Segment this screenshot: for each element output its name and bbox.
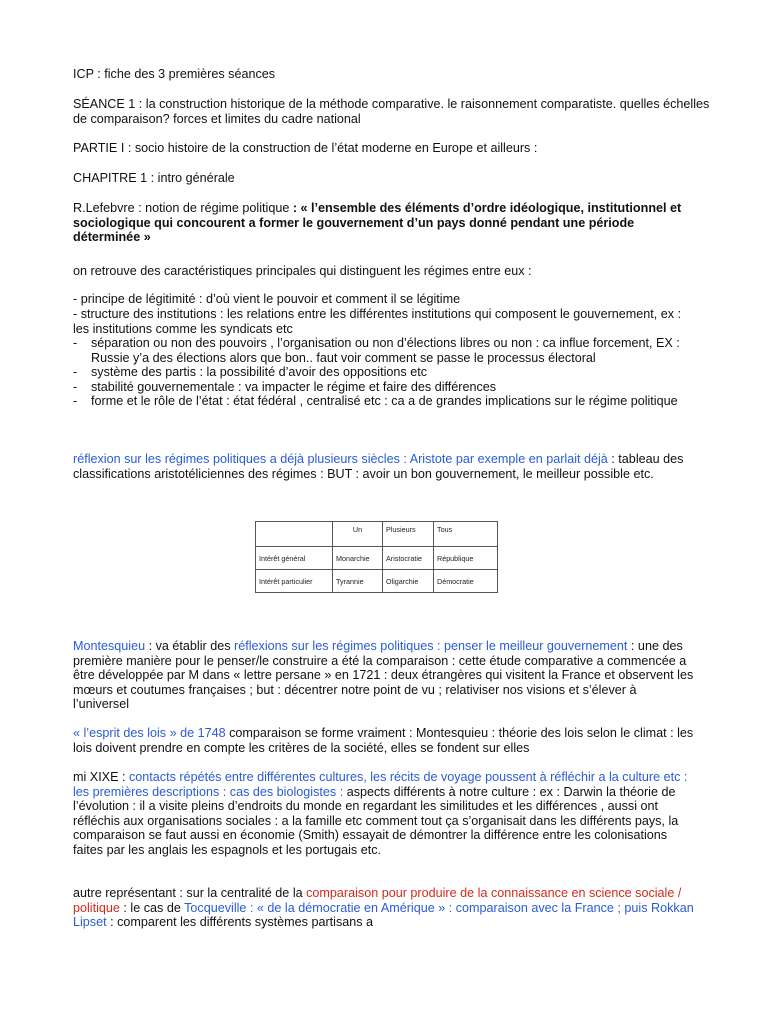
aristote-paragraph — [73, 452, 695, 481]
dash-marker: - — [73, 365, 78, 380]
autre-red-highlight: comparaison pour produire de la connaissance en science sociale / politique — [73, 886, 682, 915]
xixe-highlight: contacts répétés entre différentes cultures, les récits de voyage poussent à réfléchir a la culture etc : les premières descriptions : cas des biologistes : — [73, 770, 688, 799]
autre-mid: : le cas de — [119, 900, 185, 915]
list-item-text: stabilité gouvernementale : va impacter le régime et faire des différences — [91, 379, 497, 394]
esprit-highlight: « l’esprit des lois » de 1748 — [73, 726, 226, 740]
list-item — [73, 365, 693, 380]
aristote-rest: : tableau des classifications aristotéliciennes des régimes : BUT : avoir un bon gouvernement, le meilleur possible etc. — [73, 452, 684, 481]
montesquieu-highlight: réflexions sur les régimes politiques : penser le meilleur gouvernement — [234, 639, 628, 653]
table-header-row — [256, 522, 498, 547]
table-row — [256, 547, 498, 570]
aristote-highlight: réflexion sur les régimes politiques a déjà plusieurs siècles : Aristote par exemple en parlait déjà — [73, 452, 608, 466]
lefebvre-quote: : « l’ensemble des éléments d’ordre idéologique, institutionnel et sociologique qui concourent a former le gouvernement d’un pays donné pendant une période déterminée » — [73, 201, 682, 245]
line-structure: - structure des institutions : les relations entre les différentes institutions qui composent le gouvernement, ex : les institutions comme les syndicats etc — [73, 307, 682, 336]
xixe-start: mi XIXE : — [73, 770, 129, 784]
table-cell — [256, 522, 333, 547]
dash-marker: - — [73, 336, 78, 350]
seance-heading: SÉANCE 1 : la construction historique de la méthode comparative. le raisonnement comparatiste. quelles échelles de comparaison? forces et limites du cadre national — [73, 97, 710, 126]
table-cell: Aristocratie — [383, 547, 434, 570]
caracteristiques-intro: on retrouve des caractéristiques principales qui distinguent les régimes entre eux : — [73, 264, 532, 278]
lefebvre-definition — [73, 201, 685, 245]
table-cell: Démocratie — [434, 570, 498, 593]
lefebvre-intro: R.Lefebvre : notion de régime politique — [73, 201, 293, 215]
montesquieu-rest: : une des première manière pour le penser/le construire a été la comparaison : cette étude comparative a commencée a être développée par M dans « lettre persane » en 1721 : deux étrangères qui visitent la France et observent les mœurs et coutumes françaises ; but : décentrer notre point de vu ; relativiser nos visions et s’élever à l’universel — [73, 639, 694, 712]
esprit-rest: comparaison se forme vraiment : Montesquieu : théorie des lois selon le climat : les lois doivent prendre en compte les critères de la société, elles se fondent sur elles — [73, 726, 694, 755]
list-item-text: séparation ou non des pouvoirs , l’organisation ou non d’élections libres ou non : ca influe forcement, EX : Russie y’a des élections alors que bon.. faut voir comment se passe le processus électoral — [91, 336, 680, 365]
aristotle-classification-table — [255, 521, 498, 593]
dash-marker: - — [73, 379, 78, 394]
partie-heading: PARTIE I : socio histoire de la construction de l’état moderne en Europe et ailleurs : — [73, 141, 538, 155]
table-cell: Intérêt général — [256, 547, 333, 570]
montesquieu-name: Montesquieu — [73, 639, 146, 653]
esprit-des-lois-paragraph — [73, 726, 695, 755]
table-cell: Intérêt particulier — [256, 570, 333, 593]
xixe-rest: aspects différents à notre culture : ex : Darwin la théorie de l’évolution : il a visite pleins d’endroits du monde en regardant les similitudes et les différences , aussi ont réfléchis aux organisations sociales : a la famille etc comment tout ça s’organisait dans les différents pays, la comparaison se faut aussi en économie (Smith) essayait de démontrer la différence entre les colonisations faites par les anglais les espagnols et les portugais etc. — [73, 784, 679, 857]
table-cell: Tous — [434, 522, 498, 547]
table-cell: Monarchie — [333, 547, 383, 570]
list-item — [73, 336, 693, 365]
dash-marker: - — [73, 394, 78, 409]
autre-start: autre représentant : sur la centralité de la — [73, 886, 307, 900]
table-cell: Plusieurs — [383, 522, 434, 547]
table-row — [256, 570, 498, 593]
list-item — [73, 380, 693, 395]
table-cell: Un — [333, 522, 383, 547]
autre-representant-paragraph — [73, 886, 695, 930]
montesquieu-paragraph — [73, 639, 695, 712]
list-item-text: forme et le rôle de l’état : état fédéral , centralisé etc : ca a de grandes implications sur le régime politique — [91, 394, 678, 409]
table-cell: Tyrannie — [333, 570, 383, 593]
doc-title: ICP : fiche des 3 premières séances — [73, 67, 276, 81]
line-legitimite: - principe de légitimité : d’où vient le pouvoir et comment il se légitime — [73, 292, 461, 306]
montesquieu-mid: : va établir des — [145, 639, 235, 653]
table-cell: République — [434, 547, 498, 570]
autre-rest: : comparent les différents systèmes partisans a — [106, 915, 374, 930]
list-item-text: système des partis : la possibilité d’avoir des oppositions etc — [91, 365, 427, 380]
chapitre-heading: CHAPITRE 1 : intro générale — [73, 171, 235, 185]
xixe-paragraph — [73, 770, 699, 858]
table-cell: Oligarchie — [383, 570, 434, 593]
characteristics-list — [73, 336, 693, 409]
list-item — [73, 394, 693, 409]
autre-blue-highlight: Tocqueville : « de la démocratie en Amérique » : comparaison avec la France ; puis Rokkan Lipset — [73, 900, 694, 930]
